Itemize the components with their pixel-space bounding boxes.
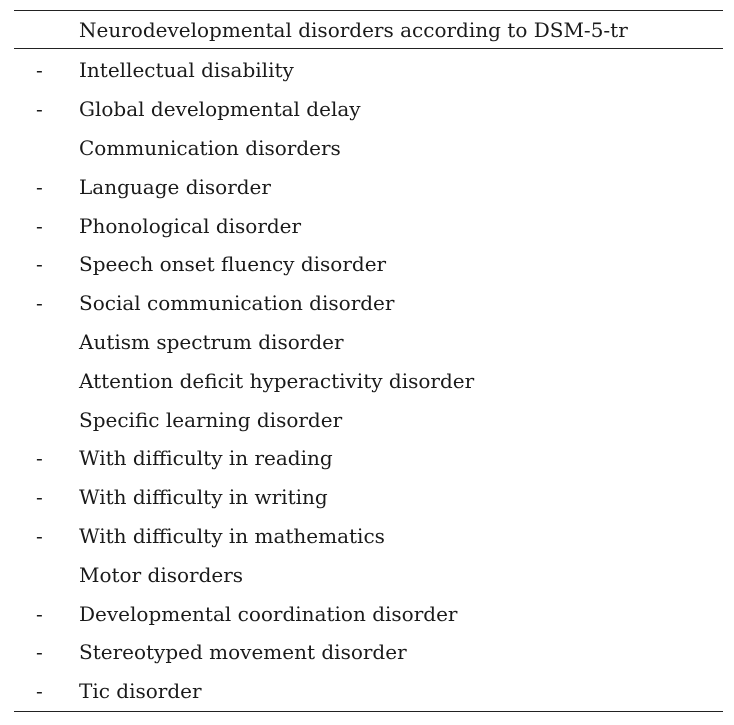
row-label: Tic disorder: [79, 679, 202, 704]
table-row: [14, 323, 723, 362]
table-header-row: [14, 11, 723, 48]
table-row: [14, 672, 723, 711]
row-label: Global developmental delay: [79, 97, 361, 122]
row-marker: -: [36, 601, 43, 626]
row-label: Stereotyped movement disorder: [79, 640, 407, 665]
row-marker: -: [36, 679, 43, 704]
table-row: [14, 400, 723, 439]
table-row: [14, 439, 723, 478]
table-row: [14, 517, 723, 556]
row-marker: -: [36, 174, 43, 199]
row-label: Language disorder: [79, 174, 271, 199]
disorders-table: [14, 10, 723, 712]
row-label: Developmental coordination disorder: [79, 601, 458, 626]
row-label: Autism spectrum disorder: [79, 329, 344, 354]
table-row: [14, 245, 723, 284]
row-label: Intellectual disability: [79, 58, 294, 83]
row-marker: -: [36, 58, 43, 83]
table-row: [14, 555, 723, 594]
row-label: With difficulty in reading: [79, 446, 333, 471]
bottom-rule: [14, 711, 723, 712]
row-label: Phonological disorder: [79, 213, 302, 238]
row-marker: -: [36, 523, 43, 548]
row-marker: -: [36, 485, 43, 510]
row-label: With difficulty in mathematics: [79, 523, 385, 548]
row-label: Specific learning disorder: [79, 407, 343, 432]
row-marker: -: [36, 97, 43, 122]
row-marker: -: [36, 252, 43, 277]
row-label: Social communication disorder: [79, 291, 395, 316]
table-row: [14, 90, 723, 129]
table-row: [14, 478, 723, 517]
row-label: Motor disorders: [79, 562, 244, 587]
table-row: [14, 284, 723, 323]
table-row: [14, 129, 723, 168]
table-body: [14, 49, 723, 711]
row-label: Communication disorders: [79, 135, 341, 160]
row-marker: -: [36, 446, 43, 471]
row-label: With difficulty in writing: [79, 485, 328, 510]
table-row: [14, 633, 723, 672]
table-row: [14, 594, 723, 633]
row-marker: -: [36, 640, 43, 665]
row-label: Speech onset fluency disorder: [79, 252, 387, 277]
table-row: [14, 361, 723, 400]
row-marker: -: [36, 291, 43, 316]
table-row: [14, 206, 723, 245]
table-row: [14, 167, 723, 206]
table-header: Neurodevelopmental disorders according to DSM-5-tr: [79, 17, 628, 42]
row-label: Attention deficit hyperactivity disorder: [79, 368, 475, 393]
table-row: [14, 51, 723, 90]
row-marker: -: [36, 213, 43, 238]
